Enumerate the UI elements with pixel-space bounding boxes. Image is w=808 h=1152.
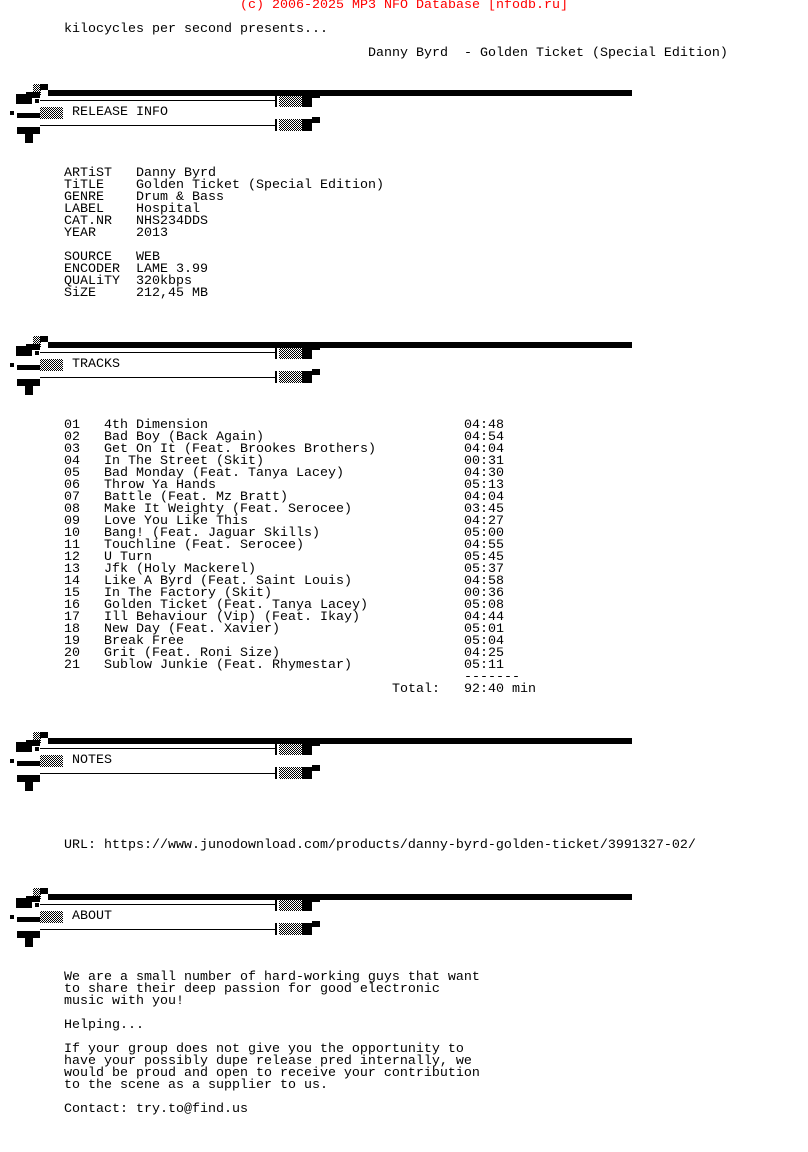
section-title: RELEASE INFO: [72, 105, 168, 120]
track-number: 05: [64, 466, 80, 481]
track-duration: 00:36: [464, 586, 504, 601]
track-number: 15: [64, 586, 80, 601]
info-label: LABEL: [64, 202, 104, 217]
track-title: Bad Boy (Back Again): [104, 430, 264, 445]
notes-header: [0, 732, 640, 796]
track-title: U Turn: [104, 550, 152, 565]
track-duration: 05:04: [464, 634, 504, 649]
track-number: 19: [64, 634, 80, 649]
track-title: In The Factory (Skit): [104, 586, 272, 601]
info-label: CAT.NR: [64, 214, 112, 229]
track-duration: 04:58: [464, 574, 504, 589]
track-number: 14: [64, 574, 80, 589]
track-title: 4th Dimension: [104, 418, 208, 433]
total-separator: -------: [464, 670, 520, 685]
track-number: 01: [64, 418, 80, 433]
track-title: Love You Like This: [104, 514, 248, 529]
track-duration: 05:13: [464, 478, 504, 493]
track-duration: 05:01: [464, 622, 504, 637]
track-number: 21: [64, 658, 80, 673]
total-label: Total:: [392, 682, 440, 697]
track-duration: 05:00: [464, 526, 504, 541]
release-title: Danny Byrd - Golden Ticket (Special Edition): [368, 46, 728, 61]
track-title: New Day (Feat. Xavier): [104, 622, 280, 637]
track-number: 18: [64, 622, 80, 637]
track-title: In The Street (Skit): [104, 454, 264, 469]
track-title: Ill Behaviour (Vip) (Feat. Ikay): [104, 610, 360, 625]
track-title: Make It Weighty (Feat. Serocee): [104, 502, 352, 517]
about-text: would be proud and open to receive your contribution: [64, 1066, 480, 1081]
info-value: 2013: [136, 226, 168, 241]
track-number: 20: [64, 646, 80, 661]
info-value: NHS234DDS: [136, 214, 208, 229]
info-value: WEB: [136, 250, 160, 265]
total-value: 92:40 min: [464, 682, 536, 697]
track-duration: 05:11: [464, 658, 504, 673]
section-title: ABOUT: [72, 909, 112, 924]
track-duration: 04:54: [464, 430, 504, 445]
track-title: Golden Ticket (Feat. Tanya Lacey): [104, 598, 368, 613]
notes-url: URL: https://www.junodownload.com/products/danny-byrd-golden-ticket/3991327-02/: [64, 838, 696, 853]
info-label: YEAR: [64, 226, 96, 241]
about-text: Contact: try.to@find.us: [64, 1102, 248, 1117]
track-duration: 05:08: [464, 598, 504, 613]
track-title: Touchline (Feat. Serocee): [104, 538, 304, 553]
track-number: 12: [64, 550, 80, 565]
about-text: We are a small number of hard-working guys that want: [64, 970, 480, 985]
info-label: TiTLE: [64, 178, 104, 193]
track-number: 11: [64, 538, 80, 553]
track-duration: 04:44: [464, 610, 504, 625]
track-title: Get On It (Feat. Brookes Brothers): [104, 442, 376, 457]
about-text: have your possibly dupe release pred internally, we: [64, 1054, 472, 1069]
track-title: Bang! (Feat. Jaguar Skills): [104, 526, 320, 541]
track-title: Bad Monday (Feat. Tanya Lacey): [104, 466, 344, 481]
track-duration: 04:27: [464, 514, 504, 529]
track-duration: 00:31: [464, 454, 504, 469]
track-number: 02: [64, 430, 80, 445]
about-text: to the scene as a supplier to us.: [64, 1078, 328, 1093]
info-value: 212,45 MB: [136, 286, 208, 301]
info-label: ENCODER: [64, 262, 120, 277]
about-text: music with you!: [64, 994, 184, 1009]
info-label: SOURCE: [64, 250, 112, 265]
section-title: TRACKS: [72, 357, 120, 372]
tracks-header: [0, 336, 640, 400]
info-value: Drum & Bass: [136, 190, 224, 205]
info-label: SiZE: [64, 286, 96, 301]
about-text: Helping...: [64, 1018, 144, 1033]
release-info-header: [0, 84, 640, 148]
section-title: NOTES: [72, 753, 112, 768]
info-value: 320kbps: [136, 274, 192, 289]
track-number: 03: [64, 442, 80, 457]
track-number: 09: [64, 514, 80, 529]
track-title: Break Free: [104, 634, 184, 649]
track-title: Throw Ya Hands: [104, 478, 216, 493]
track-title: Sublow Junkie (Feat. Rhymestar): [104, 658, 352, 673]
track-title: Jfk (Holy Mackerel): [104, 562, 256, 577]
track-number: 17: [64, 610, 80, 625]
info-label: QUALiTY: [64, 274, 120, 289]
track-duration: 04:55: [464, 538, 504, 553]
track-duration: 04:25: [464, 646, 504, 661]
about-header: [0, 888, 640, 952]
info-value: LAME 3.99: [136, 262, 208, 277]
info-label: ARTiST: [64, 166, 112, 181]
track-number: 07: [64, 490, 80, 505]
track-title: Like A Byrd (Feat. Saint Louis): [104, 574, 352, 589]
intro-text: kilocycles per second presents...: [64, 22, 328, 37]
about-text: If your group does not give you the opportunity to: [64, 1042, 464, 1057]
info-value: Golden Ticket (Special Edition): [136, 178, 384, 193]
track-number: 06: [64, 478, 80, 493]
track-duration: 04:04: [464, 490, 504, 505]
track-number: 08: [64, 502, 80, 517]
track-duration: 04:30: [464, 466, 504, 481]
track-duration: 05:37: [464, 562, 504, 577]
track-duration: 04:04: [464, 442, 504, 457]
track-number: 10: [64, 526, 80, 541]
nfodb-banner: (c) 2006-2025 MP3 NFO Database [nfodb.ru]: [240, 0, 568, 13]
track-title: Grit (Feat. Roni Size): [104, 646, 280, 661]
track-duration: 03:45: [464, 502, 504, 517]
track-title: Battle (Feat. Mz Bratt): [104, 490, 288, 505]
track-number: 04: [64, 454, 80, 469]
track-number: 13: [64, 562, 80, 577]
track-number: 16: [64, 598, 80, 613]
info-value: Danny Byrd: [136, 166, 216, 181]
track-duration: 05:45: [464, 550, 504, 565]
info-label: GENRE: [64, 190, 104, 205]
info-value: Hospital: [136, 202, 200, 217]
about-text: to share their deep passion for good electronic: [64, 982, 440, 997]
track-duration: 04:48: [464, 418, 504, 433]
